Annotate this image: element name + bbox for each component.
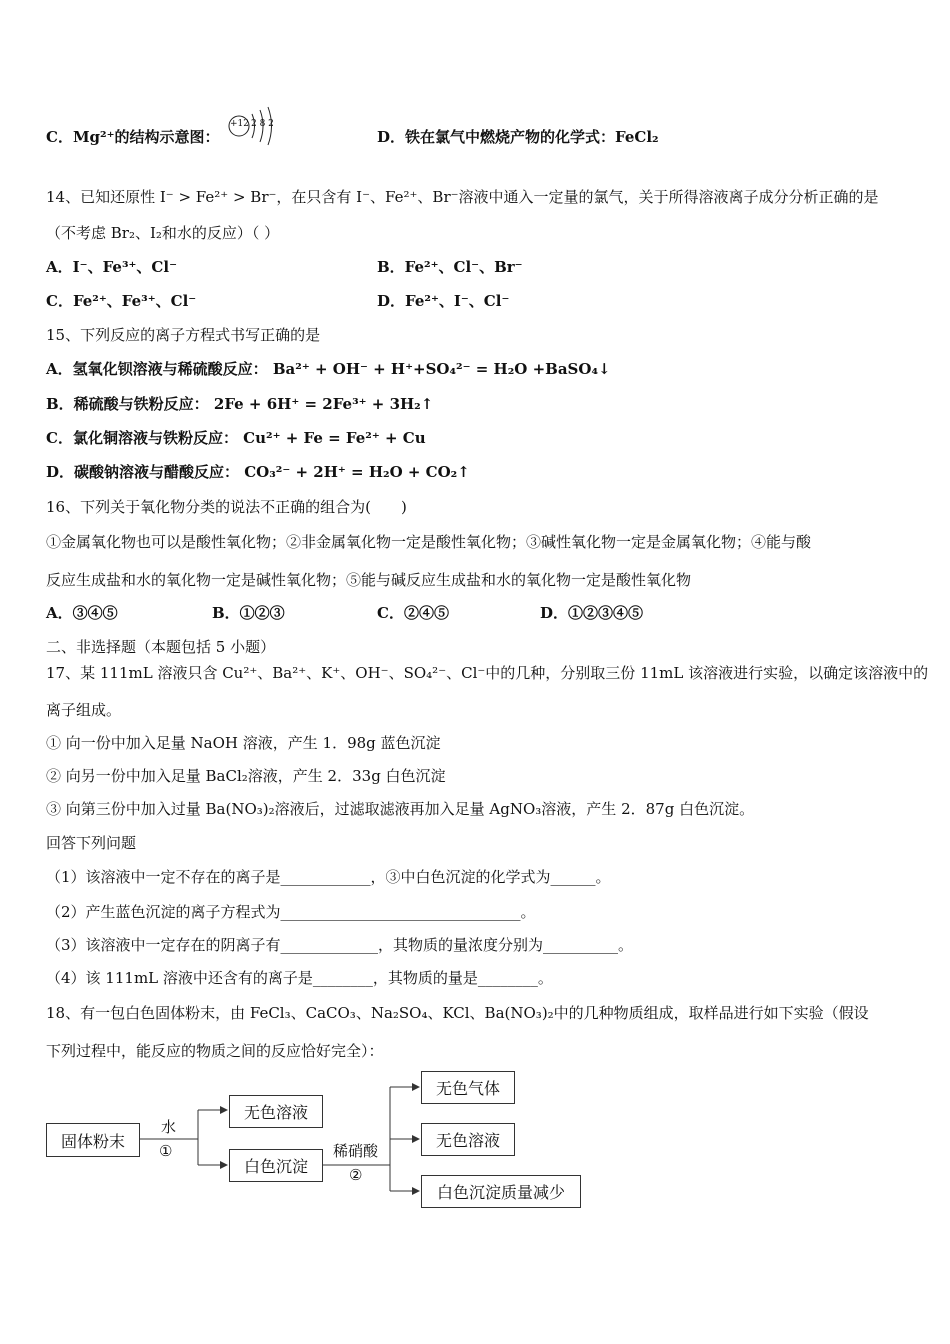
q16-option-a: A．③④⑤: [46, 604, 118, 622]
flow-label-water: 水: [161, 1118, 177, 1136]
flow-box-colorless-solution-2: 无色溶液: [421, 1123, 515, 1156]
flow-label-dilute-nitric-acid: 稀硝酸: [333, 1142, 379, 1160]
q14-option-b: B．Fe²⁺、Cl⁻、Br⁻: [377, 258, 523, 276]
q15-option-d: D．碳酸钠溶液与醋酸反应： CO₃²⁻ + 2H⁺ = H₂O + CO₂↑: [46, 463, 470, 481]
q17-subquestion-3: （3）该溶液中一定存在的阴离子有_____________，其物质的量浓度分别为__________。: [46, 936, 634, 954]
q17-subquestion-1: （1）该溶液中一定不存在的离子是____________，③中白色沉淀的化学式为______。: [46, 868, 611, 886]
q17-subquestion-2: （2）产生蓝色沉淀的离子方程式为________________________________。: [46, 903, 536, 921]
q16-option-b: B．①②③: [212, 604, 285, 622]
flow-label-step1: ①: [159, 1142, 173, 1160]
q18-stem-line2: 下列过程中，能反应的物质之间的反应恰好完全）：: [46, 1042, 384, 1060]
q18-stem-line1: 18、有一包白色固体粉末，由 FeCl₃、CaCO₃、Na₂SO₄、KCl、Ba(NO₃)₂中的几种物质组成，取样品进行如下实验（假设: [46, 1004, 869, 1022]
flow-box-white-precipitate: 白色沉淀: [229, 1149, 323, 1182]
q13-option-c-text: C．Mg²⁺的结构示意图：: [46, 128, 220, 146]
flow-box-precipitate-mass-decrease: 白色沉淀质量减少: [421, 1175, 581, 1208]
q16-body-line2: 反应生成盐和水的氧化物一定是碱性氧化物；⑤能与碱反应生成盐和水的氧化物一定是酸性氧化物: [46, 571, 692, 589]
q13-option-d: D．铁在氯气中燃烧产物的化学式：FeCl₂: [377, 128, 659, 146]
q14-option-c: C．Fe²⁺、Fe³⁺、Cl⁻: [46, 292, 197, 310]
section-2-heading: 二、非选择题（本题包括 5 小题）: [46, 638, 276, 656]
q17-stem-line1: 17、某 111mL 溶液只含 Cu²⁺、Ba²⁺、K⁺、OH⁻、SO₄²⁻、Cl⁻中的几种，分别取三份 11mL 该溶液进行实验，以确定该溶液中的: [46, 664, 929, 682]
q16-body-line1: ①金属氧化物也可以是酸性氧化物；②非金属氧化物一定是酸性氧化物；③碱性氧化物一定是金属氧化物；④能与酸: [46, 533, 812, 551]
flow-box-colorless-gas: 无色气体: [421, 1071, 515, 1104]
q14-option-a: A．I⁻、Fe³⁺、Cl⁻: [46, 258, 177, 276]
q17-subquestion-4: （4）该 111mL 溶液中还含有的离子是________，其物质的量是________。: [46, 969, 553, 987]
q14-stem-line1: 14、已知还原性 I⁻ > Fe²⁺ > Br⁻，在只含有 I⁻、Fe²⁺、Br⁻溶液中通入一定量的氯气，关于所得溶液离子成分分析正确的是: [46, 188, 879, 206]
atom-shell-label: 2 8 2: [251, 119, 274, 129]
q14-option-d: D．Fe²⁺、I⁻、Cl⁻: [377, 292, 510, 310]
flow-label-step2: ②: [349, 1166, 363, 1184]
q17-experiment-3: ③ 向第三份中加入过量 Ba(NO₃)₂溶液后，过滤取滤液再加入足量 AgNO₃溶液，产生 2．87g 白色沉淀。: [46, 800, 755, 818]
flow-box-colorless-solution-1: 无色溶液: [229, 1095, 323, 1128]
q14-stem-line2: （不考虑 Br₂、I₂和水的反应）（ ）: [46, 224, 280, 242]
q17-stem-line2: 离子组成。: [46, 701, 122, 719]
q17-experiment-2: ② 向另一份中加入足量 BaCl₂溶液，产生 2．33g 白色沉淀: [46, 767, 446, 785]
q16-option-d: D．①②③④⑤: [540, 604, 644, 622]
q15-option-b: B．稀硫酸与铁粉反应： 2Fe + 6H⁺ = 2Fe³⁺ + 3H₂↑: [46, 395, 434, 413]
flow-box-solid-powder: 固体粉末: [46, 1123, 140, 1157]
q16-stem: 16、下列关于氧化物分类的说法不正确的组合为( ): [46, 498, 407, 516]
q15-option-a: A．氢氧化钡溶液与稀硫酸反应： Ba²⁺ + OH⁻ + H⁺+SO₄²⁻ = H₂O +BaSO₄↓: [46, 360, 611, 378]
q15-option-c: C．氯化铜溶液与铁粉反应： Cu²⁺ + Fe = Fe²⁺ + Cu: [46, 429, 426, 447]
atom-nucleus-label: +12: [230, 119, 249, 129]
q17-experiment-1: ① 向一份中加入足量 NaOH 溶液，产生 1．98g 蓝色沉淀: [46, 734, 441, 752]
q15-stem: 15、下列反应的离子方程式书写正确的是: [46, 326, 321, 344]
q16-option-c: C．②④⑤: [377, 604, 449, 622]
q17-ask: 回答下列问题: [46, 834, 137, 852]
